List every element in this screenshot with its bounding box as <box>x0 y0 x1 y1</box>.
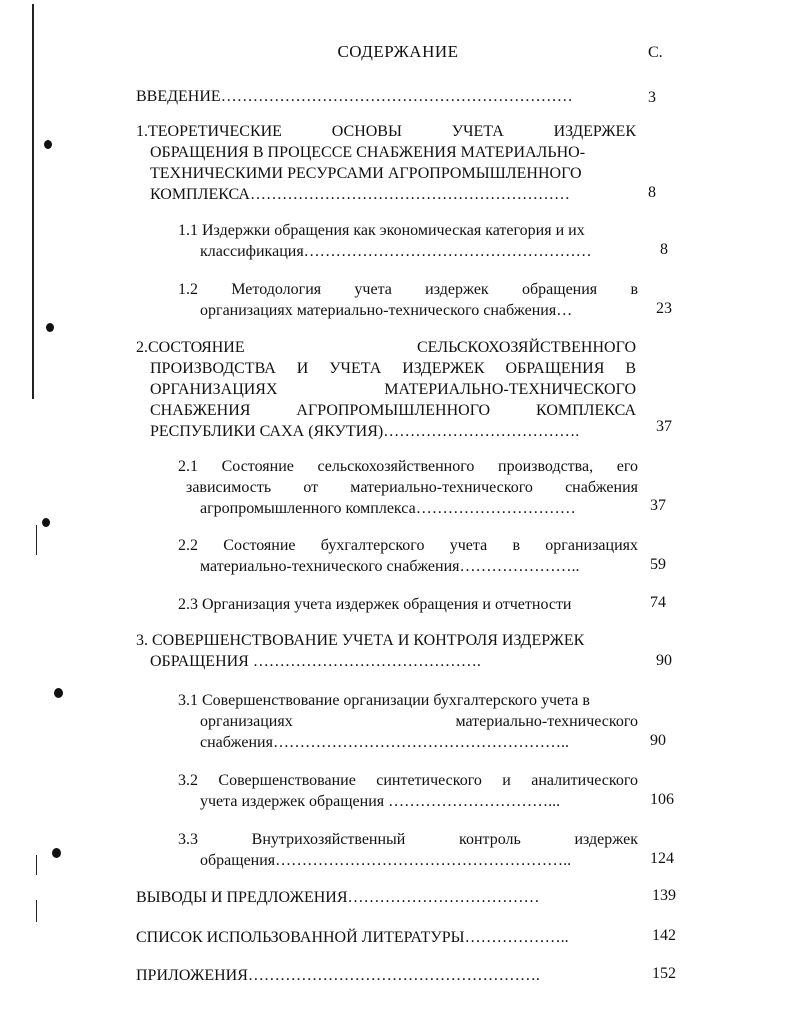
entry-line: СНАБЖЕНИЯ АГРОПРОМЫШЛЕННОГО КОМПЛЕКСА <box>150 402 636 419</box>
entry-line: РЕСПУБЛИКИ САХА (ЯКУТИЯ)………………………………. <box>150 423 580 440</box>
entry-line: классификация……………………………………………… <box>200 243 592 260</box>
entry-page: 142 <box>652 927 676 944</box>
scan-margin-line <box>36 525 37 555</box>
entry-line: ВЫВОДЫ И ПРЕДЛОЖЕНИЯ……………………………… <box>136 889 540 906</box>
entry-page: 139 <box>652 887 676 904</box>
toc-entry-2-2[interactable] <box>178 535 638 577</box>
entry-line: ВВЕДЕНИЕ………………………………………………………… <box>136 88 573 105</box>
entry-line: 2.1 Состояние сельскохозяйственного производства, его <box>178 458 638 475</box>
entry-page: 90 <box>650 732 666 749</box>
entry-line: учета издержек обращения …………………………... <box>200 793 561 810</box>
toc-entry-chapter-2[interactable] <box>136 337 636 442</box>
toc-entry-3-3[interactable] <box>178 829 638 871</box>
entry-line: 1.2 Методология учета издержек обращения в <box>178 281 638 298</box>
entry-line: КОМПЛЕКСА…………………………………………………… <box>150 186 570 203</box>
entry-line: ОРГАНИЗАЦИЯХ МАТЕРИАЛЬНО-ТЕХНИЧЕСКОГО <box>150 381 636 398</box>
scan-margin-line <box>36 900 37 922</box>
entry-line: 3.3 Внутрихозяйственный контроль издержек <box>178 831 638 848</box>
entry-page: 37 <box>650 497 666 514</box>
entry-page: 8 <box>660 241 668 258</box>
toc-entry-2-1[interactable] <box>178 456 638 519</box>
entry-line: ПРИЛОЖЕНИЯ………………………………………………. <box>136 967 540 984</box>
toc-entry-3-2[interactable] <box>178 770 638 812</box>
entry-line: СПИСОК ИСПОЛЬЗОВАННОЙ ЛИТЕРАТУРЫ……………….. <box>136 929 569 946</box>
toc-entry-3-1[interactable] <box>178 690 638 753</box>
entry-line: снабжения……………………………………………….. <box>200 734 569 751</box>
entry-page: 37 <box>656 418 672 435</box>
entry-line: 3.2 Совершенствование синтетического и аналитического <box>178 772 638 789</box>
entry-line: 1.ТЕОРЕТИЧЕСКИЕ ОСНОВЫ УЧЕТА ИЗДЕРЖЕК <box>136 123 636 140</box>
toc-entry-1-1[interactable] <box>178 220 638 262</box>
entry-page: 74 <box>650 594 666 611</box>
entry-line: зависимость от материально-технического снабжения <box>186 479 638 496</box>
toc-entry-chapter-3[interactable] <box>136 630 638 672</box>
toc-entry-appendices[interactable] <box>136 965 636 986</box>
entry-page: 152 <box>652 965 676 982</box>
toc-entry-2-3[interactable] <box>178 594 638 615</box>
toc-entry-chapter-1[interactable] <box>136 121 636 205</box>
entry-line: материально-технического снабжения………………….. <box>200 558 580 575</box>
entry-line: обращения……………………………………………….. <box>200 852 572 869</box>
entry-line: 1.1 Издержки обращения как экономическая категория и их <box>178 222 585 239</box>
scan-margin-line <box>32 4 34 399</box>
scan-blot <box>52 848 61 858</box>
toc-entry-references[interactable] <box>136 927 636 948</box>
entry-line: 2.СОСТОЯНИЕ СЕЛЬСКОХОЗЯЙСТВЕННОГО <box>136 339 636 356</box>
scan-blot <box>44 140 52 149</box>
entry-line: 2.2 Состояние бухгалтерского учета в организациях <box>178 537 638 554</box>
toc-entry-conclusions[interactable] <box>136 887 636 908</box>
toc-heading: СОДЕРЖАНИЕ <box>337 42 459 61</box>
page-column-label: С. <box>648 44 663 61</box>
entry-line: ТЕХНИЧЕСКИМИ РЕСУРСАМИ АГРОПРОМЫШЛЕННОГО <box>150 165 582 182</box>
entry-line: ОБРАЩЕНИЯ ……………………………………. <box>150 653 481 670</box>
entry-line: агропромышленного комплекса………………………… <box>200 500 576 517</box>
toc-entry-1-2[interactable] <box>178 279 638 321</box>
entry-page: 124 <box>650 850 674 867</box>
scan-blot <box>42 518 50 527</box>
entry-line: организациях материально-технического снабжения… <box>200 302 573 319</box>
scan-margin-line <box>36 855 37 875</box>
entry-line: организациях материально-технического <box>200 713 638 730</box>
entry-page: 3 <box>648 89 656 106</box>
entry-line: ОБРАЩЕНИЯ В ПРОЦЕССЕ СНАБЖЕНИЯ МАТЕРИАЛЬНО- <box>150 144 586 161</box>
entry-page: 8 <box>648 184 656 201</box>
entry-page: 23 <box>656 300 672 317</box>
entry-line: 2.3 Организация учета издержек обращения и отчетности <box>178 596 572 613</box>
entry-line: 3. СОВЕРШЕНСТВОВАНИЕ УЧЕТА И КОНТРОЛЯ ИЗДЕРЖЕК <box>136 632 585 649</box>
entry-line: ПРОИЗВОДСТВА И УЧЕТА ИЗДЕРЖЕК ОБРАЩЕНИЯ В <box>150 360 636 377</box>
toc-entry-introduction[interactable] <box>136 86 636 107</box>
entry-page: 59 <box>650 556 666 573</box>
entry-page: 90 <box>656 652 672 669</box>
scan-blot <box>54 688 63 698</box>
entry-page: 106 <box>650 791 674 808</box>
scan-blot <box>46 323 54 332</box>
entry-line: 3.1 Совершенствование организации бухгалтерского учета в <box>178 692 590 709</box>
